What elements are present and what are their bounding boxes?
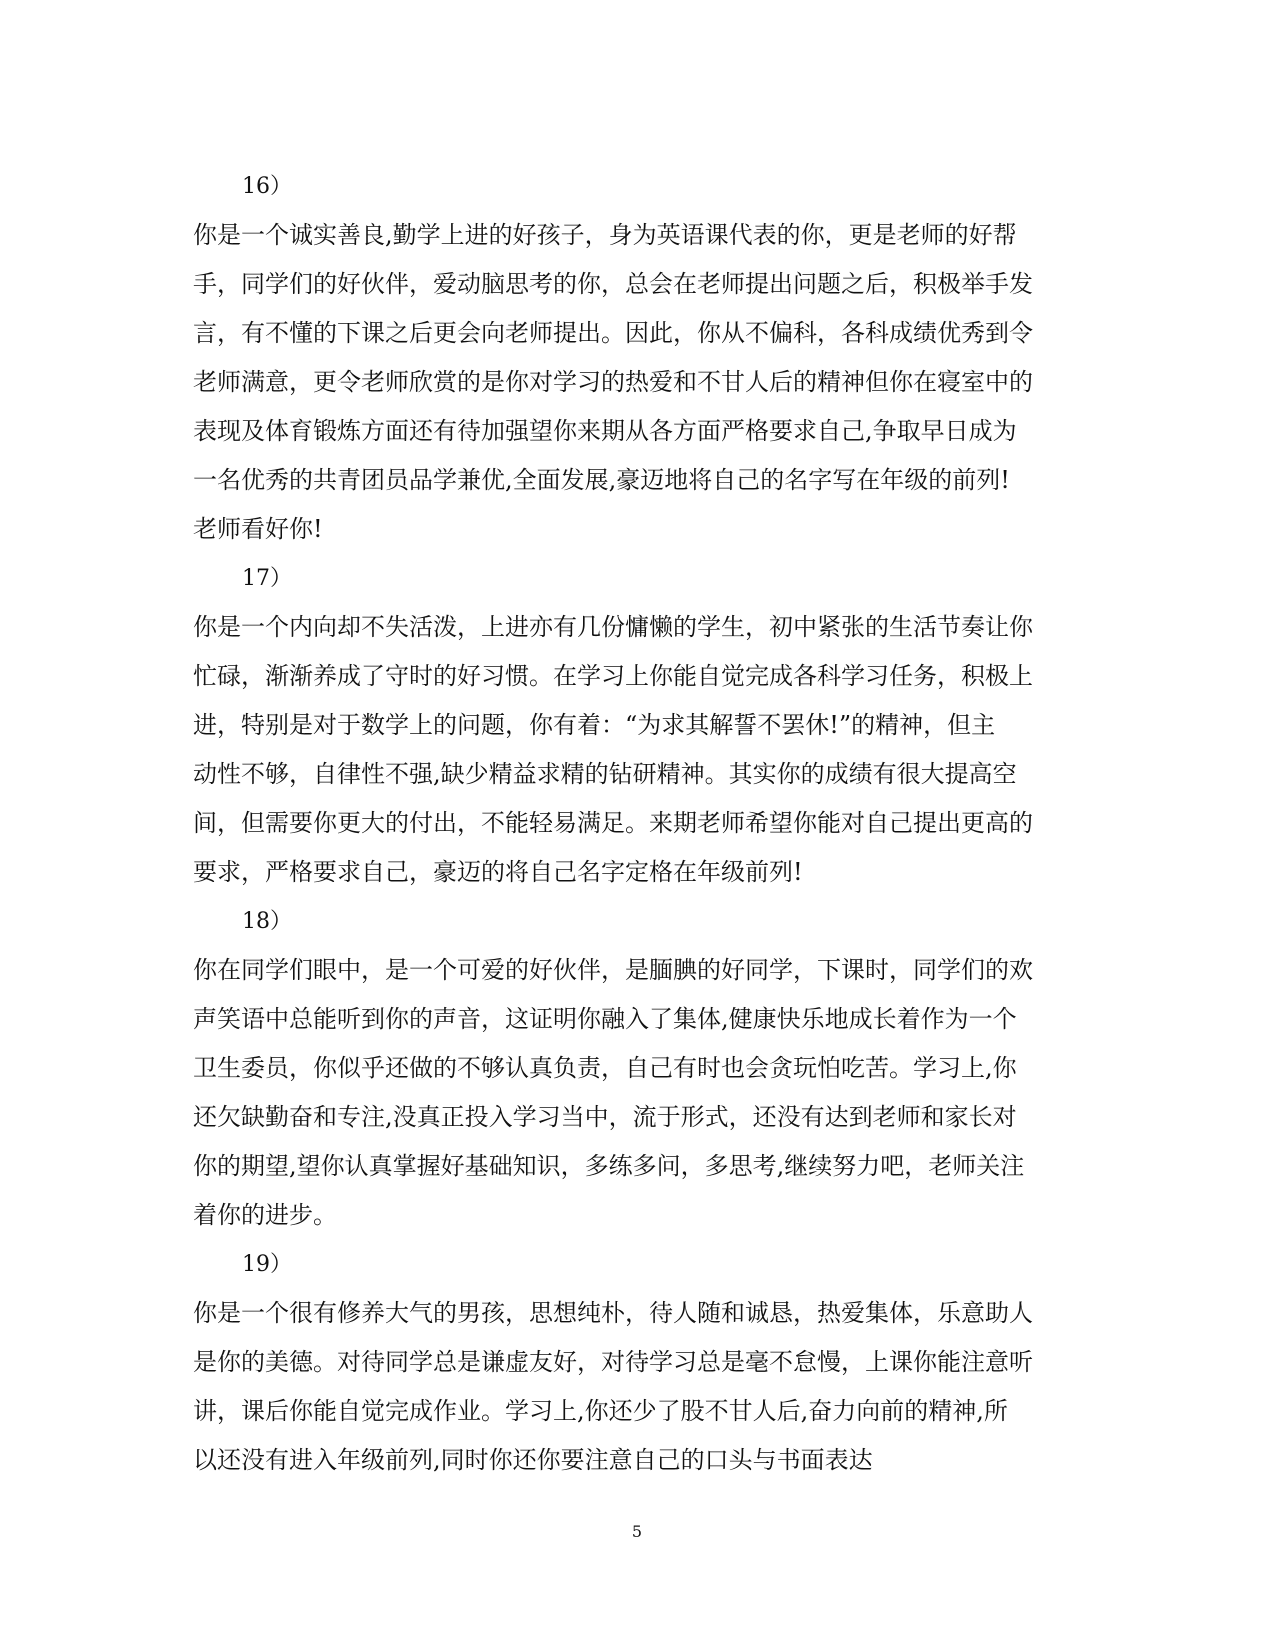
paragraph-line: 老师看好你! [193,515,323,543]
paragraph-line: 表现及体育锻炼方面还有待加强望你来期从各方面严格要求自己,争取早日成为 [193,417,1017,445]
section-number: 16） [242,174,292,199]
paragraph-line: 要求，严格要求自己，豪迈的将自己名字定格在年级前列! [193,858,803,886]
paragraph-line: 你是一个内向却不失活泼，上进亦有几份慵懒的学生，初中紧张的生活节奏让你 [193,613,1033,641]
paragraph-line: 言，有不懂的下课之后更会向老师提出。因此，你从不偏科，各科成绩优秀到令 [193,319,1033,347]
paragraph-line: 你是一个很有修养大气的男孩，思想纯朴，待人随和诚恳，热爱集体，乐意助人 [193,1299,1033,1327]
paragraph-line: 忙碌，渐渐养成了守时的好习惯。在学习上你能自觉完成各科学习任务，积极上 [193,662,1033,690]
paragraph-line: 进，特别是对于数学上的问题，你有着：“为求其解誓不罢休!”的精神，但主 [193,711,996,739]
paragraph-line: 声笑语中总能听到你的声音，这证明你融入了集体,健康快乐地成长着作为一个 [193,1005,1017,1033]
page-number: 5 [631,1522,643,1541]
paragraph-line: 手，同学们的好伙伴，爱动脑思考的你，总会在老师提出问题之后，积极举手发 [193,270,1033,298]
paragraph-line: 一名优秀的共青团员品学兼优,全面发展,豪迈地将自己的名字写在年级的前列! [193,466,1010,494]
paragraph-line: 老师满意，更令老师欣赏的是你对学习的热爱和不甘人后的精神但你在寝室中的 [193,368,1033,396]
paragraph-line: 动性不够，自律性不强,缺少精益求精的钻研精神。其实你的成绩有很大提高空 [193,760,1017,788]
paragraph-line: 以还没有进入年级前列,同时你还你要注意自己的口头与书面表达 [193,1446,873,1474]
section-number: 17） [242,566,292,591]
section-number: 19） [242,1252,292,1277]
paragraph-line: 间，但需要你更大的付出，不能轻易满足。来期老师希望你能对自己提出更高的 [193,809,1033,837]
paragraph-line: 着你的进步。 [193,1201,337,1229]
paragraph-line: 卫生委员，你似乎还做的不够认真负责，自己有时也会贪玩怕吃苦。学习上,你 [193,1054,1017,1082]
comment-section-18 [193,897,1081,1240]
paragraph-line: 讲，课后你能自觉完成作业。学习上,你还少了股不甘人后,奋力向前的精神,所 [193,1397,1008,1425]
comment-section-17 [193,554,1081,897]
comment-section-16 [193,162,1081,554]
paragraph-line: 你是一个诚实善良,勤学上进的好孩子，身为英语课代表的你，更是老师的好帮 [193,221,1017,249]
document-body [193,162,1081,1485]
section-number: 18） [242,909,292,934]
paragraph-line: 你在同学们眼中，是一个可爱的好伙伴，是腼腆的好同学，下课时，同学们的欢 [193,956,1033,984]
paragraph-line: 你的期望,望你认真掌握好基础知识，多练多问，多思考,继续努力吧，老师关注 [193,1152,1025,1180]
paragraph-line: 是你的美德。对待同学总是谦虚友好，对待学习总是毫不怠慢，上课你能注意听 [193,1348,1033,1376]
comment-section-19 [193,1240,1081,1485]
paragraph-line: 还欠缺勤奋和专注,没真正投入学习当中，流于形式，还没有达到老师和家长对 [193,1103,1017,1131]
